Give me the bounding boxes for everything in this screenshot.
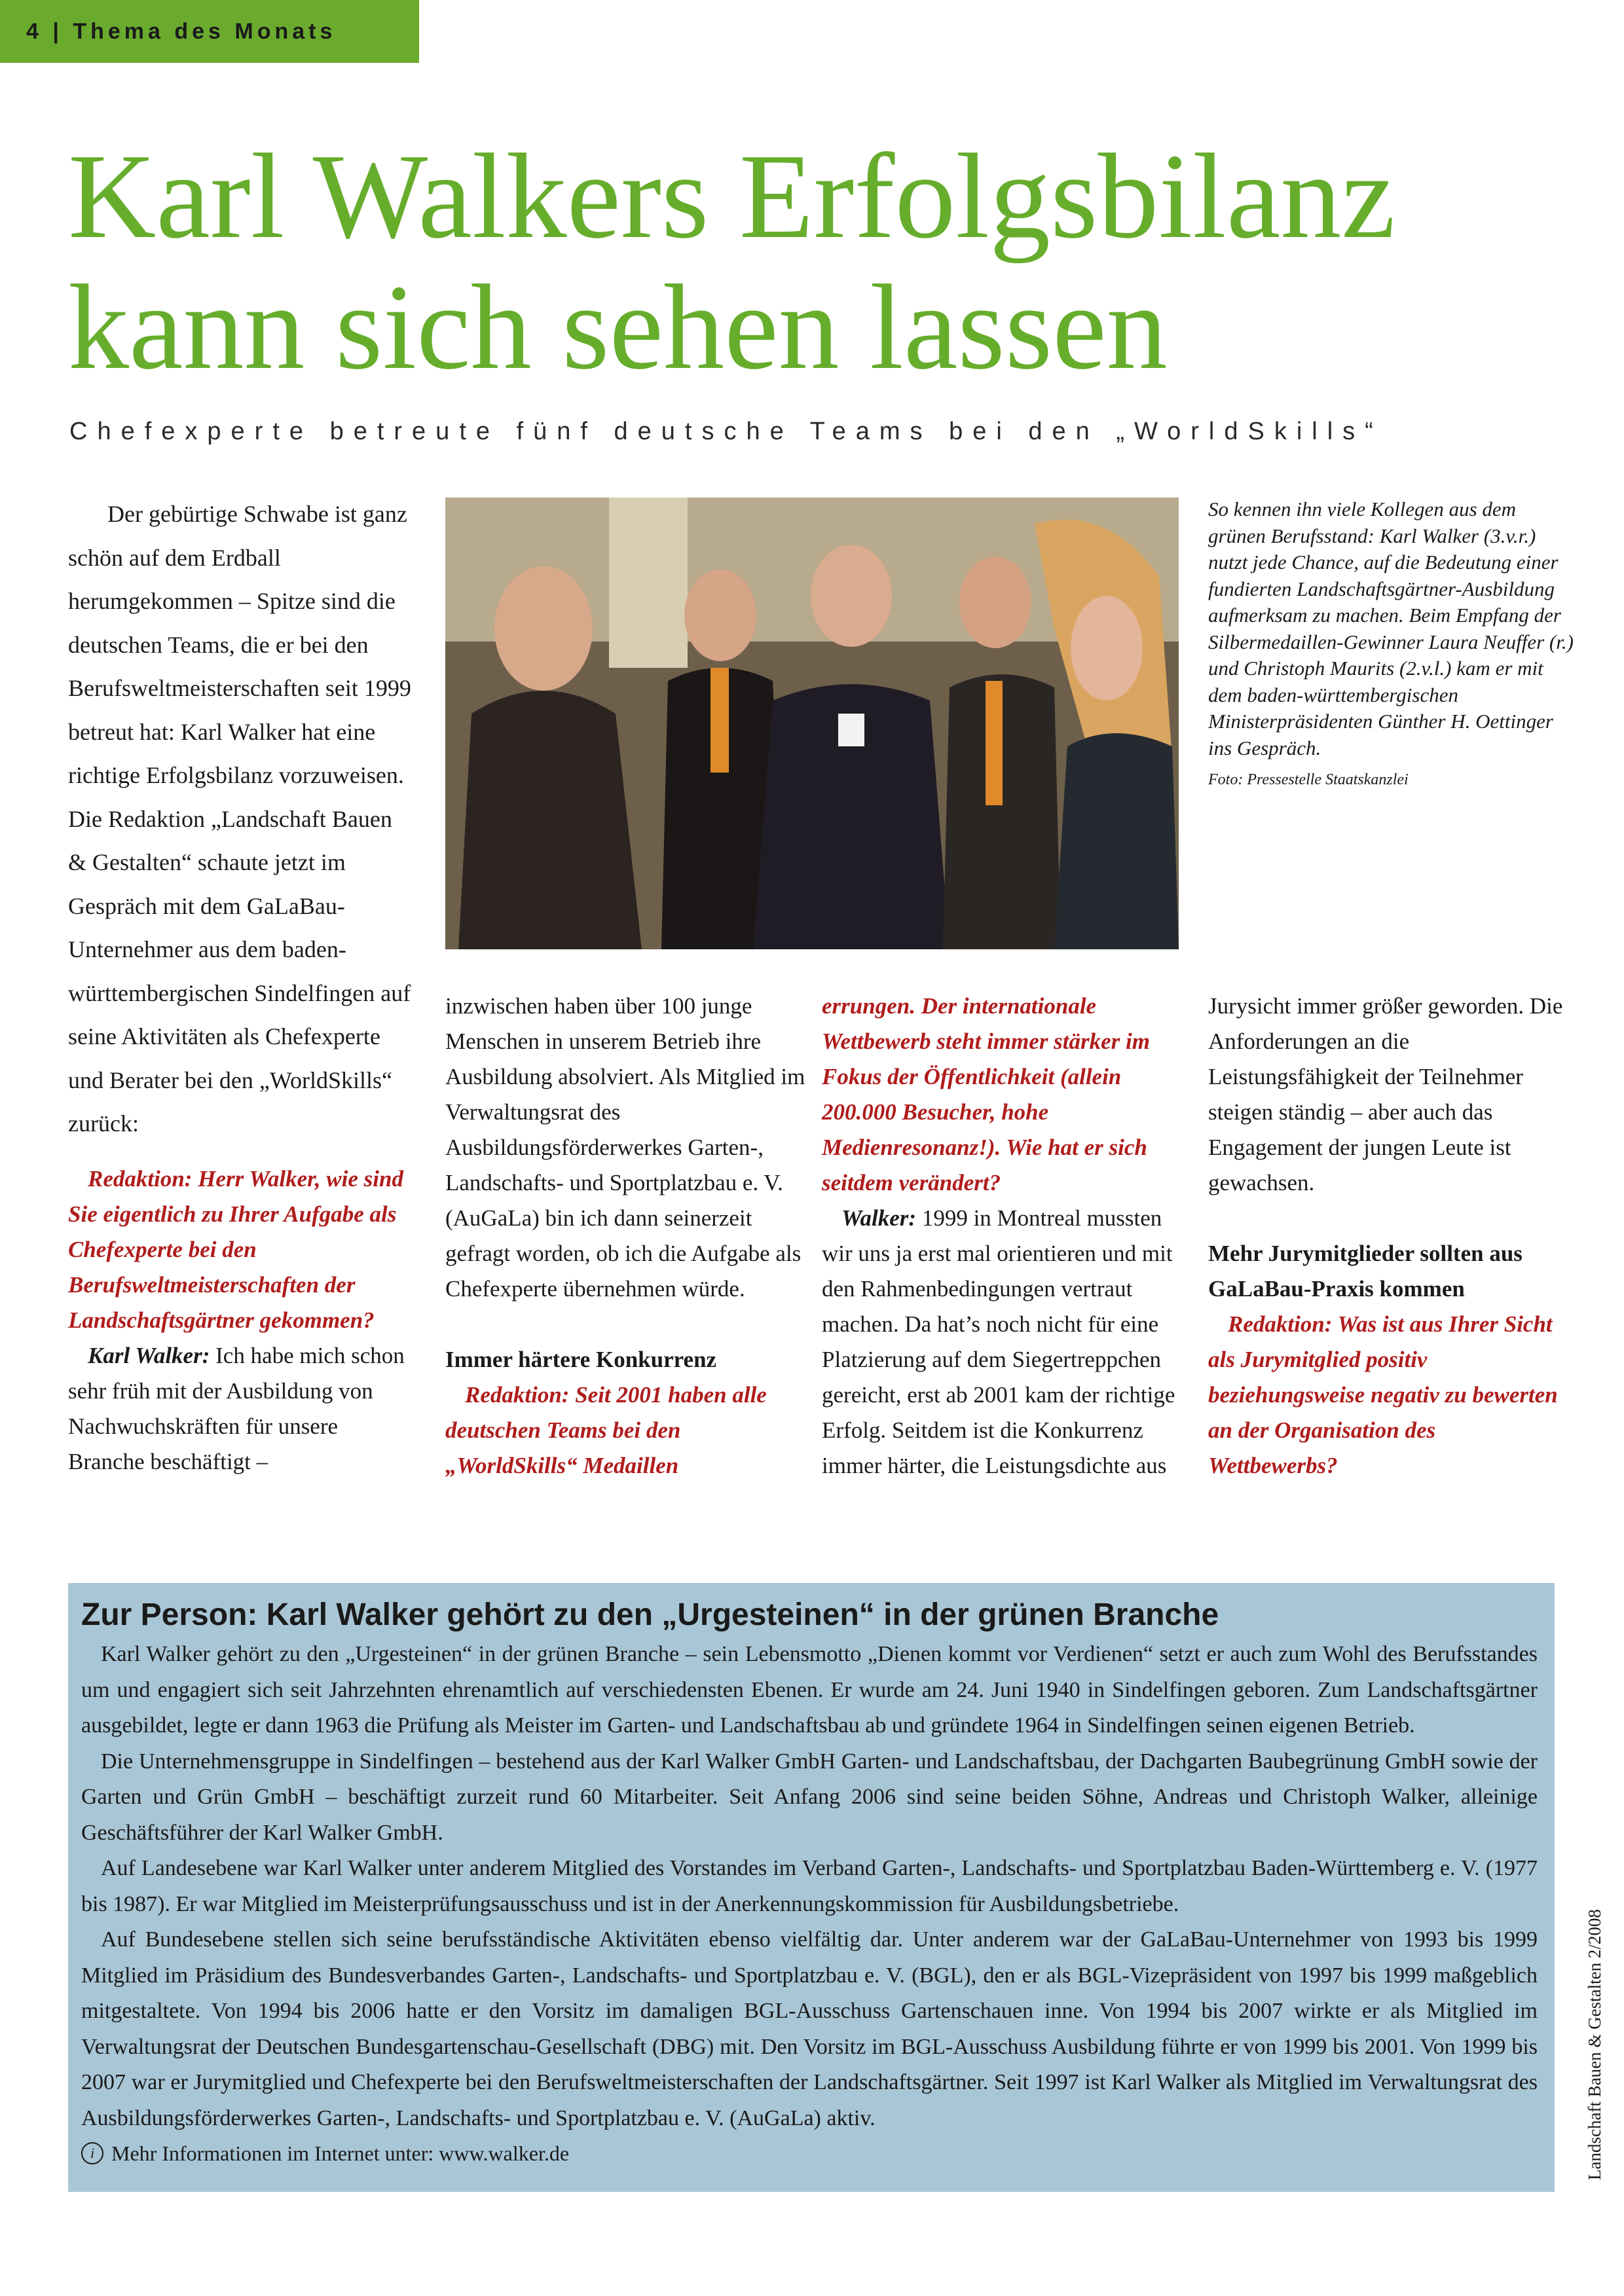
- subheading-1: Immer härtere Konkurrenz: [445, 1347, 717, 1372]
- answer-1: [68, 1338, 415, 1480]
- title-line-1: Karl Walkers Erfolgsbilanz: [68, 129, 1395, 264]
- info-link-text[interactable]: Mehr Informationen im Internet unter: www.walker.de: [111, 2141, 570, 2165]
- column-1: [68, 492, 415, 1480]
- info-icon: i: [81, 2142, 103, 2164]
- photo-caption: [1208, 496, 1575, 793]
- magazine-side-label: Landschaft Bauen & Gestalten 2/2008: [1585, 1909, 1604, 2180]
- info-paragraph-4: Auf Bundesebene stellen sich seine berufsständische Aktivitäten ebenso vielfältig dar. Unter anderem war der GaLaBau-Unternehmer von 1993 bis 1999 Mitglied im Präsidium des Bundesverbandes Garten-, Landschafts- und Sportplatzbau e. V. (BGL), den er als BGL-Vizepräsident von 1997 bis 1999 maßgeblich mitgestaltete. Von 1994 bis 2006 hatte er den Vorsitz im damaligen BGL-Ausschuss Gartenschauen inne. Von 1994 bis 2007 wirkte er als Mitglied im Verwaltungsrat der Deutschen Bundesgartenschau-Gesellschaft (DBG) mit. Den Vorsitz im BGL-Ausschuss Ausbildung führte er von 1999 bis 2001. Von 1999 bis 2007 war er Jurymitglied und Chefexperte bei den Berufsweltmeisterschaften der Landschaftsgärtner. Seit 1997 ist Karl Walker als Mitglied im Verwaltungsrat des Ausbildungsförderwerkes Garten-, Landschafts- und Sportplatzbau e. V. (AuGaLa) aktiv.: [81, 1927, 1538, 2130]
- answer-2-speaker: Walker:: [841, 1205, 917, 1231]
- photo-illustration: [445, 498, 1179, 949]
- subheading-2: Mehr Jurymitglieder sollten aus GaLaBau-Praxis kommen: [1208, 1241, 1522, 1302]
- answer-1-continued: inzwischen haben über 100 junge Menschen in unserem Betrieb ihre Ausbildung absolviert. Als Mitglied im Verwaltungsrat des Ausbildungsförderwerkes Garten-, Landschafts- und Sportplatzbau e. V. (AuGaLa) bin ich dann seinerzeit gefragt worden, ob ich die Aufgabe als Chefexperte übernehmen würde.: [445, 993, 805, 1302]
- article-subtitle: Chefexperte betreute fünf deutsche Teams bei den „WorldSkills“: [69, 418, 1383, 445]
- article-photo: [445, 498, 1179, 949]
- question-3: Redaktion: Was ist aus Ihrer Sicht als Jurymitglied positiv beziehungsweise negativ zu bewerten an der Organisation des Wettbewerbs?: [1208, 1311, 1558, 1478]
- info-paragraph-2: Die Unternehmensgruppe in Sindelfingen – bestehend aus der Karl Walker GmbH Garten- und Landschaftsbau, der Dachgarten Baubegrünung GmbH sowie der Garten und Grün GmbH – beschäftigt zurzeit rund 60 Mitarbeiter. Seit Anfang 2006 sind seine beiden Söhne, Andreas und Christoph Walker, alleinige Geschäftsführer der Karl Walker GmbH.: [81, 1749, 1538, 1845]
- caption-text: So kennen ihn viele Kollegen aus dem grünen Berufsstand: Karl Walker (3.v.r.) nutzt jede Chance, auf die Bedeutung einer fundierten Landschaftsgärtner-Ausbildung aufmerksam zu machen. Beim Empfang der Silbermedaillen-Gewinner Laura Neuffer (r.) und Christoph Maurits (2.v.l.) kam er mit dem baden-württembergischen Ministerpräsidenten Günther H. Oettinger ins Gespräch.: [1208, 498, 1574, 759]
- answer-1-speaker: Karl Walker:: [88, 1342, 210, 1368]
- answer-2-continued: Jurysicht immer größer geworden. Die Anforderungen an die Leistungsfähigkeit der Teilnehmer steigen ständig – aber auch das Engagement der jungen Leute ist gewachsen.: [1208, 993, 1563, 1195]
- title-line-2: kann sich sehen lassen: [68, 260, 1168, 395]
- column-2: [445, 989, 812, 1484]
- info-link-line: [81, 2139, 1538, 2168]
- column-4: [1208, 989, 1565, 1484]
- section-tab: 4 | Thema des Monats: [0, 0, 419, 63]
- question-2-continued: errungen. Der internationale Wettbewerb steht immer stärker im Fokus der Öffentlichkeit (allein 200.000 Besucher, hohe Medienresonanz!). Wie hat er sich seitdem verändert?: [822, 993, 1151, 1195]
- question-1: Redaktion: Herr Walker, wie sind Sie eigentlich zu Ihrer Aufgabe als Chefexperte bei den Berufsweltmeisterschaften der Landschaftsgärtner gekommen?: [68, 1165, 403, 1333]
- article-title: [68, 131, 1574, 393]
- answer-2-text-start: 1999 in Montreal mussten wir uns ja erst mal orientieren und mit den Rahmenbedingungen vertraut machen. Da hat’s noch nicht für eine Platzierung auf dem Siegertreppchen gereicht, erst ab 2001 kam der richtige Erfolg. Seitdem ist die Konkurrenz immer härter, die Leistungsdichte aus: [822, 1205, 1175, 1478]
- question-2-start: Redaktion: Seit 2001 haben alle deutschen Teams bei den „WorldSkills“ Medaillen: [445, 1382, 767, 1478]
- info-paragraph-3: Auf Landesebene war Karl Walker unter anderem Mitglied des Vorstandes im Verband Garten-, Landschafts- und Sportplatzbau Baden-Württemberg e. V. (1977 bis 1987). Er war Mitglied im Meisterprüfungsausschuss und ist in der Anerkennungskommission für Ausbildungsbetriebe.: [81, 1856, 1538, 1916]
- lead-paragraph: Der gebürtige Schwabe ist ganz schön auf dem Erdball herumgekommen – Spitze sind die deutschen Teams, die er bei den Berufsweltmeisterschaften seit 1999 betreut hat: Karl Walker hat eine richtige Erfolgsbilanz vorzuweisen. Die Redaktion „Landschaft Bauen & Gestalten“ schaute jetzt im Gespräch mit dem GaLaBau-Unternehmer aus dem baden-württembergischen Sindelfingen auf seine Aktivitäten als Chefexperte und Berater bei den „WorldSkills“ zurück:: [68, 501, 411, 1137]
- info-box-title: Zur Person: Karl Walker gehört zu den „Urgesteinen“ in der grünen Branche: [81, 1597, 1219, 1632]
- answer-1-text-start: Ich habe mich schon sehr früh mit der Ausbildung von Nachwuchskräften für unsere Branche beschäftigt –: [68, 1342, 405, 1474]
- answer-2: [822, 1201, 1179, 1484]
- column-3: [822, 989, 1179, 1484]
- photo-credit: Foto: Pressestelle Staatskanzlei: [1208, 771, 1409, 788]
- info-paragraph-1: Karl Walker gehört zu den „Urgesteinen“ in der grünen Branche – sein Lebensmotto „Dienen kommt vor Verdienen“ setzt er auch zum Wohl des Berufsstandes um und engagiert sich seit Jahrzehnten ehrenamtlich auf verschiedensten Ebenen. Er wurde am 24. Juni 1940 in Sindelfingen geboren. Zum Landschaftsgärtner ausgebildet, legte er dann 1963 die Prüfung als Meister im Garten- und Landschaftsbau ab und gründete 1964 in Sindelfingen seinen eigenen Betrieb.: [81, 1642, 1538, 1738]
- person-info-box: [68, 1583, 1555, 2192]
